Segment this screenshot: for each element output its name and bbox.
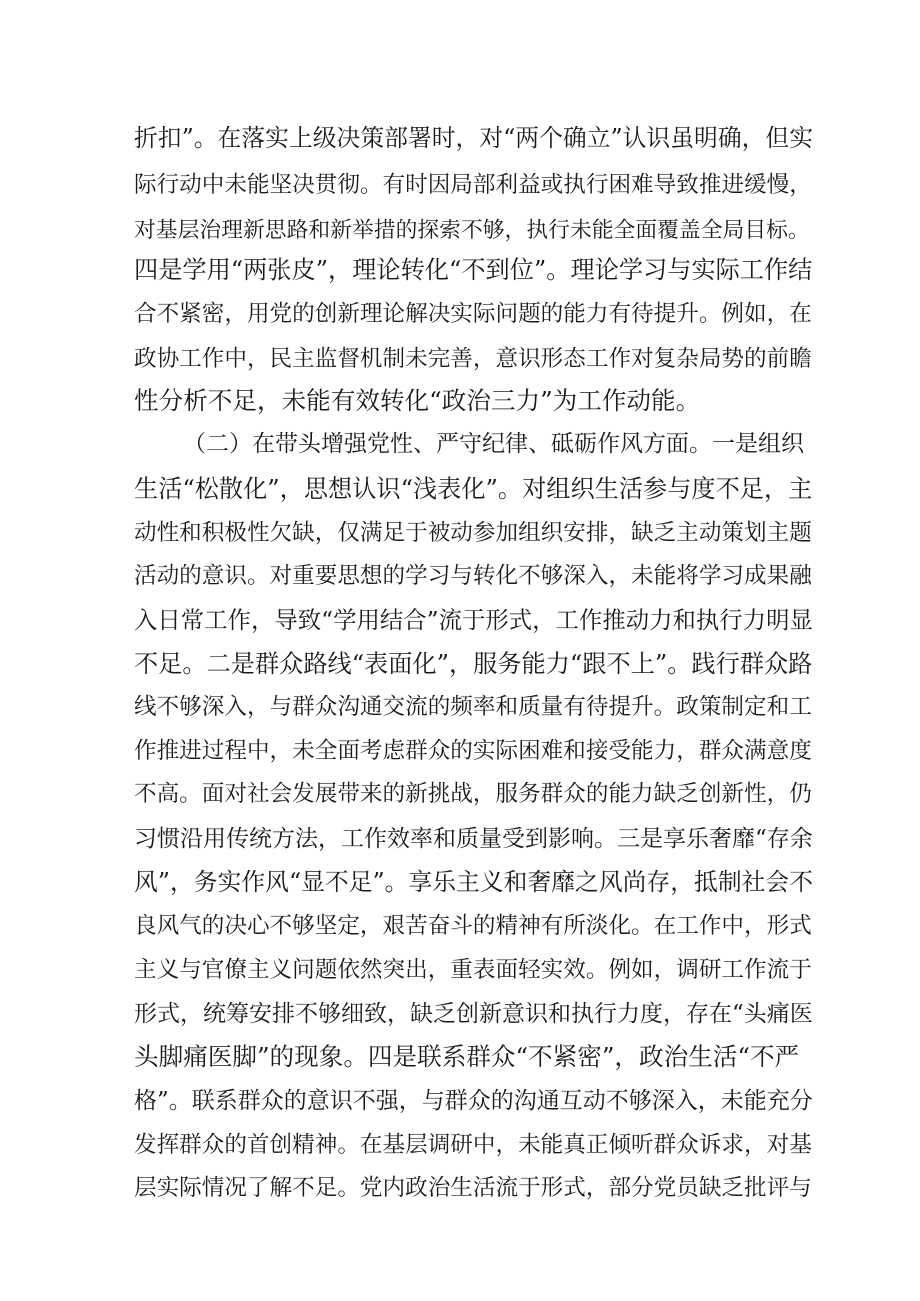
text-line: 格”。联系群众的意识不强，与群众的沟通互动不够深入，未能充分 xyxy=(134,1088,813,1114)
text-line: 四是学用“两张皮”，理论转化“不到位”。理论学习与实际工作结 xyxy=(134,256,813,284)
text-line: 线不够深入，与群众沟通交流的频率和质量有待提升。政策制定和工 xyxy=(134,694,812,720)
text-line: 动性和积极性欠缺，仅满足于被动参加组织安排，缺乏主动策划主题 xyxy=(134,520,812,546)
text-line: 作推进过程中，未全面考虑群众的实际困难和接受能力，群众满意度 xyxy=(134,738,812,764)
text-line: 发挥群众的首创精神。在基层调研中，未能真正倾听群众诉求，对基 xyxy=(134,1132,812,1158)
text-line: 性分析不足，未能有效转化“政治三力”为工作动能。 xyxy=(134,386,701,415)
text-line: 良风气的决心不够坚定，艰苦奋斗的精神有所淡化。在工作中，形式 xyxy=(134,913,812,939)
text-line: 头脚痛医脚”的现象。四是联系群众“不紧密”，政治生活“不严 xyxy=(134,1042,800,1071)
text-line: 际行动中未能坚决贯彻。有时因局部利益或执行困难导致推进缓慢， xyxy=(134,172,812,198)
text-line: 对基层治理新思路和新举措的探索不够，执行未能全面覆盖全局目标。 xyxy=(134,218,810,243)
text-line: 形式，统筹安排不够细致，缺乏创新意识和执行力度，存在“头痛医 xyxy=(134,1001,813,1027)
text-line: 不高。面对社会发展带来的新挑战，服务群众的能力缺乏创新性，仍 xyxy=(134,781,812,807)
text-line: 习惯沿用传统方法，工作效率和质量受到影响。三是享乐奢靡“存余 xyxy=(134,826,813,852)
text-line: 入日常工作，导致“学用结合”流于形式，工作推动力和执行力明显 xyxy=(134,606,813,634)
text-line: 生活“松散化”，思想认识“浅表化”。对组织生活参与度不足，主 xyxy=(134,475,813,503)
text-line: 不足。二是群众路线“表面化”，服务能力“跟不上”。践行群众路 xyxy=(134,650,813,678)
text-line: 风”，务实作风“显不足”。享乐主义和奢靡之风尚存，抵制社会不 xyxy=(134,868,814,896)
text-line: 折扣”。在落实上级决策部署时，对“两个确立”认识虽明确，但实 xyxy=(134,124,814,152)
text-line: 层实际情况了解不足。党内政治生活流于形式，部分党员缺乏批评与 xyxy=(134,1175,812,1201)
text-line: 政协工作中，民主监督机制未完善，意识形态工作对复杂局势的前瞻 xyxy=(134,346,812,372)
text-line: 主义与官僚主义问题依然突出，重表面轻实效。例如，调研工作流于 xyxy=(134,957,812,983)
text-line: 活动的意识。对重要思想的学习与转化不够深入，未能将学习成果融 xyxy=(134,563,812,589)
section-heading-line: （二）在带头增强党性、严守纪律、砥砺作风方面。一是组织 xyxy=(183,431,804,457)
text-line: 合不紧密，用党的创新理论解决实际问题的能力有待提升。例如，在 xyxy=(134,301,812,327)
